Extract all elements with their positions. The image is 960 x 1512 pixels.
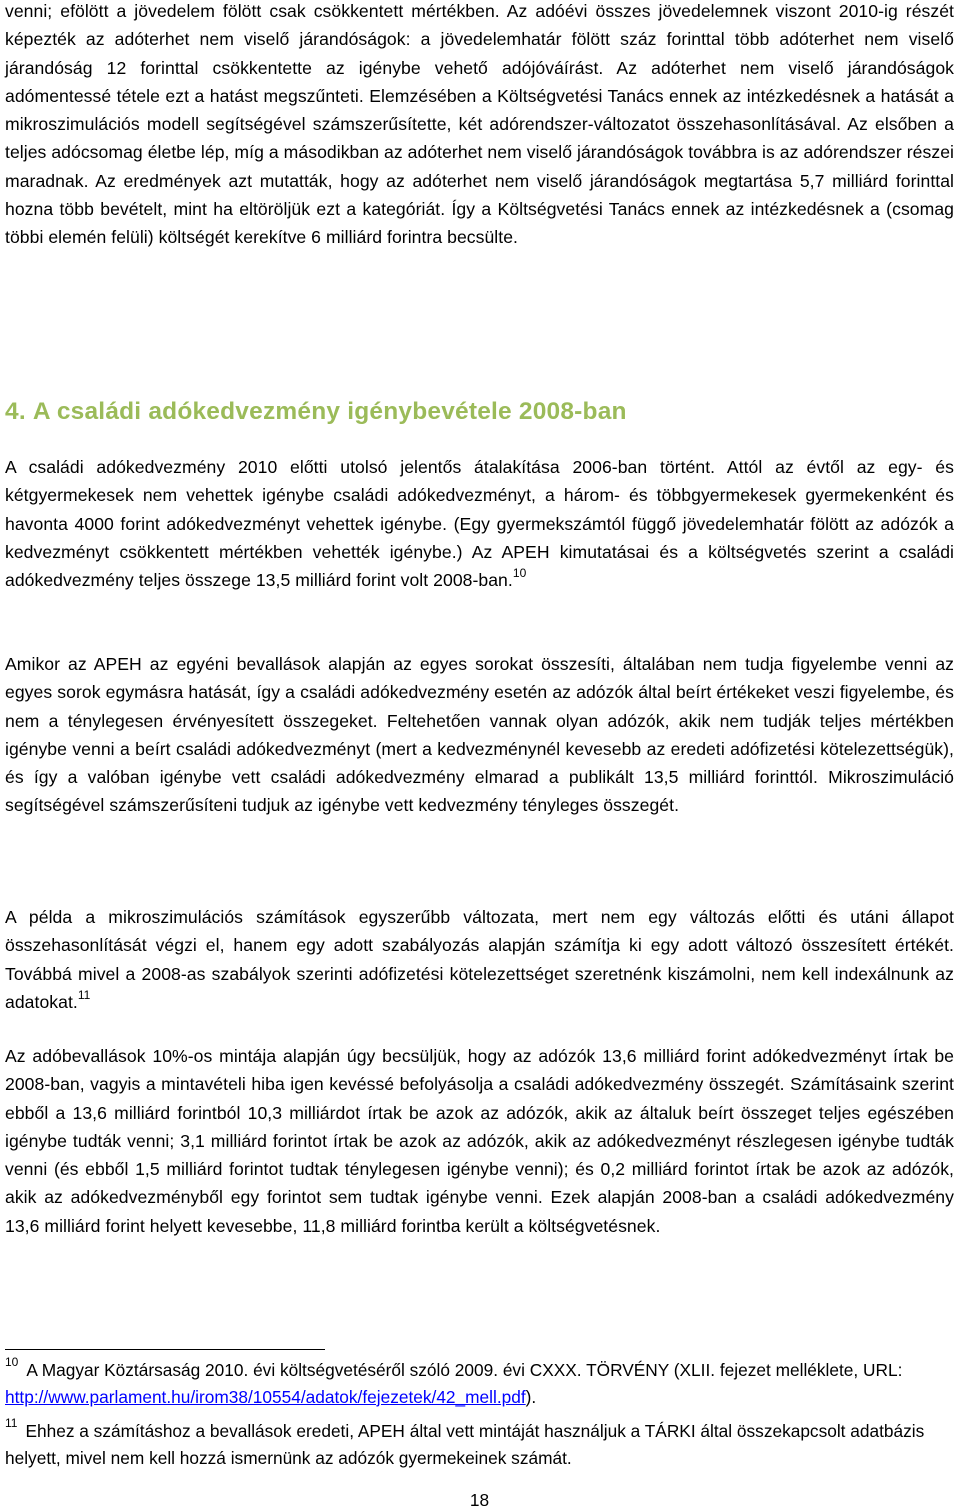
paragraph-text: A példa a mikroszimulációs számítások egyszerűbb változata, mert nem egy változás előtti és utáni állapot összehasonlítását végzi el, hanem egy adott szabályozás alapján számítja ki egy adott változó összesített értékét. Továbbá mivel a 2008-as szabályok szerinti adófizetési kötelezettséget szeretnénk kiszámolni, nem kell indexálnunk az adatokat. — [5, 907, 954, 1012]
paragraph-carryover: venni; efölött a jövedelem fölött csak csökkentett mértékben. Az adóévi összes jövedelemnek viszont 2010-ig részét képezték az adóterhet nem viselő járandóságok: a jövedelemhatár fölött száz forinttal több adóterhet nem viselő járandóság 12 forinttal csökkentette az igénybe vehető adójóváírást. Az adóterhet nem viselő járandóságok adómentessé tétele ezt a hatást megszűnteti. Elemzésében a Költségvetési Tanács ennek az intézkedésnek a hatását a mikroszimulációs modell segítségével számszerűsítette, két adórendszer-változatot összehasonlításával. Az elsőben a teljes adócsomag életbe lép, míg a másodikban az adóterhet nem viselő járandóságok továbbra is az adórendszer részei maradnak. Az eredmények azt mutatták, hogy az adóterhet nem viselő járandóságok megtartása 5,7 milliárd forinttal hozna több bevételt, mint ha eltöröljük ezt a kategóriát. Így a Költségvetési Tanács ennek az intézkedésnek a (csomag többi elemén felüli) költségét kerekítve 6 milliárd forintra becsülte. — [5, 1, 954, 248]
section-number: 4. — [5, 398, 26, 425]
footnote-number: 10 — [5, 1355, 19, 1370]
page-number: 18 — [469, 1490, 490, 1510]
paragraph-microsimulation-example — [5, 903, 954, 1016]
footnote-link[interactable]: http://www.parlament.hu/irom38/10554/adatok/fejezetek/42_mell.pdf — [5, 1387, 526, 1407]
paragraph-estimation-results: Az adóbevallások 10%-os mintája alapján úgy becsüljük, hogy az adózók 13,6 milliárd forint adókedvezményt írtak be 2008-ban, vagyis a mintavételi hiba igen kevéssé befolyásolja a családi adókedvezmény összegét. Számításaink szerint ebből a 13,6 milliárd forintból 10,3 milliárdot írtak be azok az adózók, akik az általuk beírt összeget teljes egészében igénybe tudták venni; 3,1 milliárd forintot írtak be azok az adózók, akik az adókedvezményt részlegesen igénybe tudták venni (és ebből 1,5 milliárd forintot tudtak ténylegesen igénybe venni); és 0,2 milliárd forintot írtak be azok az adózók, akik az adókedvezményből egy forintot sem tudtak igénybe venni. Ezek alapján 2008-ban a családi adókedvezmény 13,6 milliárd forint helyett kevesebbe, 11,8 milliárd forintba került a költségvetésnek. — [5, 1046, 954, 1236]
footnote-number: 11 — [5, 1416, 18, 1431]
footnote-text: Ehhez a számításhoz a bevallások eredeti, APEH által vett mintáját használjuk a TÁRKI által összekapcsolt adatbázis helyett, mivel nem kell hozzá ismernünk az adózók gyermekeinek számát. — [5, 1421, 925, 1468]
section-title: A családi adókedvezmény igénybevétele 2008-ban — [32, 398, 627, 425]
section-heading — [5, 398, 627, 426]
paragraph-apeh-aggregation: Amikor az APEH az egyéni bevallások alapján az egyes sorokat összesíti, általában nem tudja figyelembe venni az egyes sorok egymásra hatását, így a családi adókedvezmény esetén az adózók által beírt értékeket veszi figyelembe, és nem a ténylegesen érvényesített összegeket. Feltehetően vannak olyan adózók, akik nem tudják teljes mértékben igénybe venni a beírt családi adókedvezményt (mert a kedvezménynél kevesebb az eredeti adófizetési kötelezettségük), és így a valóban igénybe vett családi adókedvezmény elmarad a publikált 13,5 milliárd forinttól. Mikroszimuláció segítségével számszerűsíteni tudjuk az igénybe vett kedvezmény tényleges összegét. — [5, 654, 954, 816]
footnote-text-end: ). — [525, 1387, 537, 1407]
footnote-text: A Magyar Köztársaság 2010. évi költségvetéséről szóló 2009. évi CXXX. TÖRVÉNY (XLII. fejezet melléklete, URL: — [26, 1360, 903, 1380]
footnote-11 — [5, 1418, 954, 1472]
paragraph-family-tax-credit — [5, 453, 954, 594]
footnote-10 — [5, 1357, 954, 1411]
footnote-separator — [5, 1349, 325, 1350]
paragraph-text: A családi adókedvezmény 2010 előtti utolsó jelentős átalakítása 2006-ban történt. Attól az évtől az egy- és kétgyermekesek nem vehettek igénybe családi adókedvezményt, a három- és többgyermekesek gyermekenként és havonta 4000 forint adókedvezményt vehettek igénybe. (Egy gyermekszámtól függő jövedelemhatár fölött az adózók a kedvezményt csökkentett mértékben vehették igénybe.) Az APEH kimutatásai és a költségvetés szerint a családi adókedvezmény teljes összege 13,5 milliárd forint volt 2008-ban. — [5, 457, 954, 591]
footnote-ref-10[interactable]: 10 — [512, 566, 527, 581]
footnote-ref-11[interactable]: 11 — [77, 988, 91, 1003]
